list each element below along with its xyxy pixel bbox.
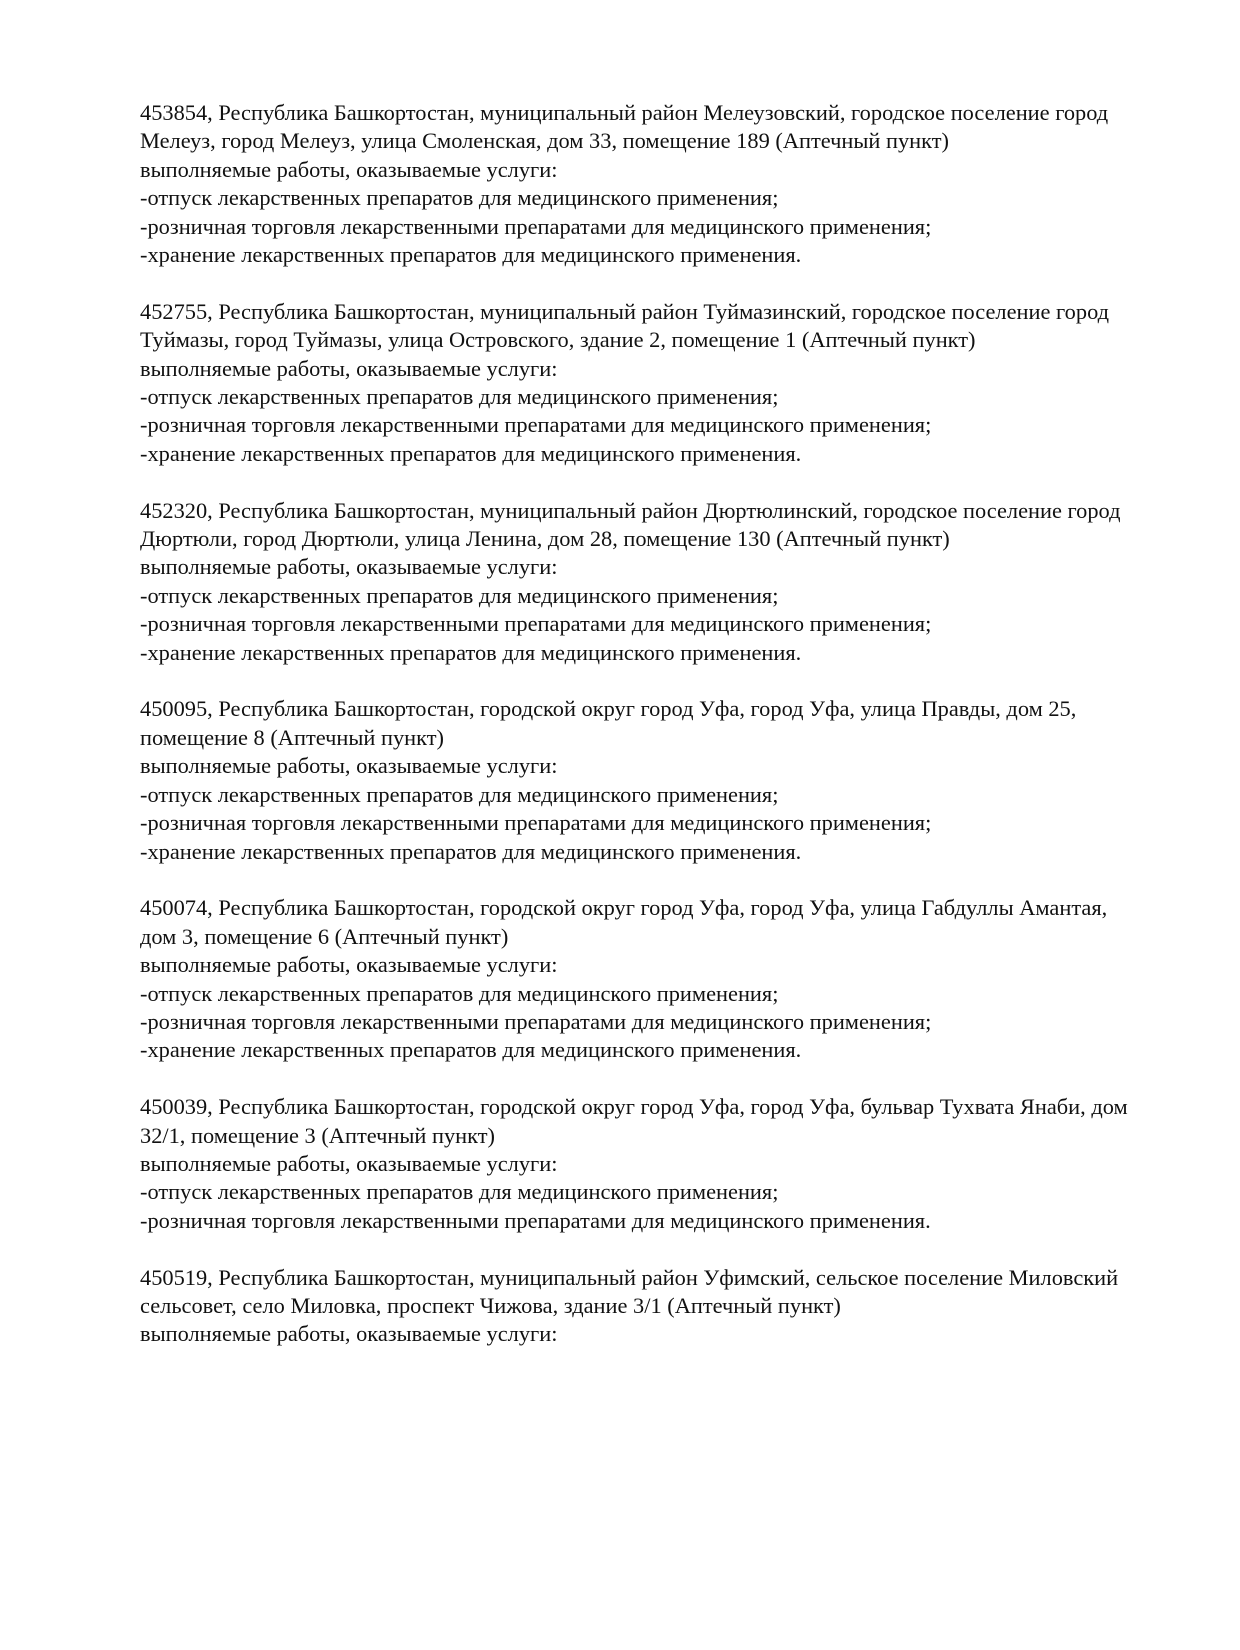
pharmacy-entry (140, 99, 1140, 269)
service-item: -отпуск лекарственных препаратов для медицинского применения; (140, 980, 779, 1006)
entry-address: 452755, Республика Башкортостан, муниципальный район Туймазинский, городское поселение город Туймазы, город Туймазы, улица Островского, здание 2, помещение 1 (Аптечный пункт) (140, 298, 1110, 353)
services-label: выполняемые работы, оказываемые услуги: (140, 355, 558, 381)
entry-address: 450095, Республика Башкортостан, городской округ город Уфа, город Уфа, улица Правды, дом 25, помещение 8 (Аптечный пункт) (140, 696, 1077, 750)
pharmacy-entry (140, 695, 1140, 865)
pharmacy-entry (140, 1264, 1140, 1349)
services-label: выполняемые работы, оказываемые услуги: (140, 1150, 558, 1176)
entry-address: 453854, Республика Башкортостан, муниципальный район Мелеузовский, городское поселение город Мелеуз, город Мелеуз, улица Смоленская, дом 33, помещение 189 (Аптечный пункт) (140, 100, 1109, 154)
services-label: выполняемые работы, оказываемые услуги: (140, 753, 558, 779)
service-item: -розничная торговля лекарственными препаратами для медицинского применения; (140, 810, 932, 836)
pharmacy-entry (140, 894, 1140, 1064)
service-item: -розничная торговля лекарственными препаратами для медицинского применения; (140, 213, 932, 239)
document-page (140, 99, 1140, 1377)
entry-address: 452320, Республика Башкортостан, муниципальный район Дюртюлинский, городское поселение город Дюртюли, город Дюртюли, улица Ленина, дом 28, помещение 130 (Аптечный пункт) (140, 497, 1121, 552)
service-item: -хранение лекарственных препаратов для медицинского применения. (140, 639, 802, 665)
service-item: -розничная торговля лекарственными препаратами для медицинского применения. (140, 1207, 931, 1233)
services-label: выполняемые работы, оказываемые услуги: (140, 1321, 558, 1347)
services-label: выполняемые работы, оказываемые услуги: (140, 156, 558, 182)
service-item: -хранение лекарственных препаратов для медицинского применения. (140, 242, 802, 268)
service-item: -розничная торговля лекарственными препаратами для медицинского применения; (140, 412, 932, 438)
entry-address: 450039, Республика Башкортостан, городской округ город Уфа, город Уфа, бульвар Тухвата Янаби, дом 32/1, помещение 3 (Аптечный пункт) (140, 1094, 1128, 1148)
service-item: -хранение лекарственных препаратов для медицинского применения. (140, 1037, 802, 1063)
pharmacy-entry (140, 1093, 1140, 1235)
pharmacy-entry (140, 497, 1140, 667)
service-item: -отпуск лекарственных препаратов для медицинского применения; (140, 1179, 779, 1205)
service-item: -розничная торговля лекарственными препаратами для медицинского применения; (140, 1008, 932, 1034)
pharmacy-entry (140, 298, 1140, 468)
service-item: -хранение лекарственных препаратов для медицинского применения. (140, 440, 802, 466)
service-item: -отпуск лекарственных препаратов для медицинского применения; (140, 582, 779, 608)
entry-address: 450074, Республика Башкортостан, городской округ город Уфа, город Уфа, улица Габдуллы Амантая, дом 3, помещение 6 (Аптечный пункт) (140, 895, 1108, 949)
service-item: -розничная торговля лекарственными препаратами для медицинского применения; (140, 611, 932, 637)
service-item: -отпуск лекарственных препаратов для медицинского применения; (140, 384, 779, 410)
services-label: выполняемые работы, оказываемые услуги: (140, 554, 558, 580)
entry-address: 450519, Республика Башкортостан, муниципальный район Уфимский, сельское поселение Миловский сельсовет, село Миловка, проспект Чижова, здание 3/1 (Аптечный пункт) (140, 1264, 1119, 1318)
service-item: -отпуск лекарственных препаратов для медицинского применения; (140, 781, 779, 807)
service-item: -хранение лекарственных препаратов для медицинского применения. (140, 838, 802, 864)
service-item: -отпуск лекарственных препаратов для медицинского применения; (140, 185, 779, 211)
services-label: выполняемые работы, оказываемые услуги: (140, 952, 558, 978)
